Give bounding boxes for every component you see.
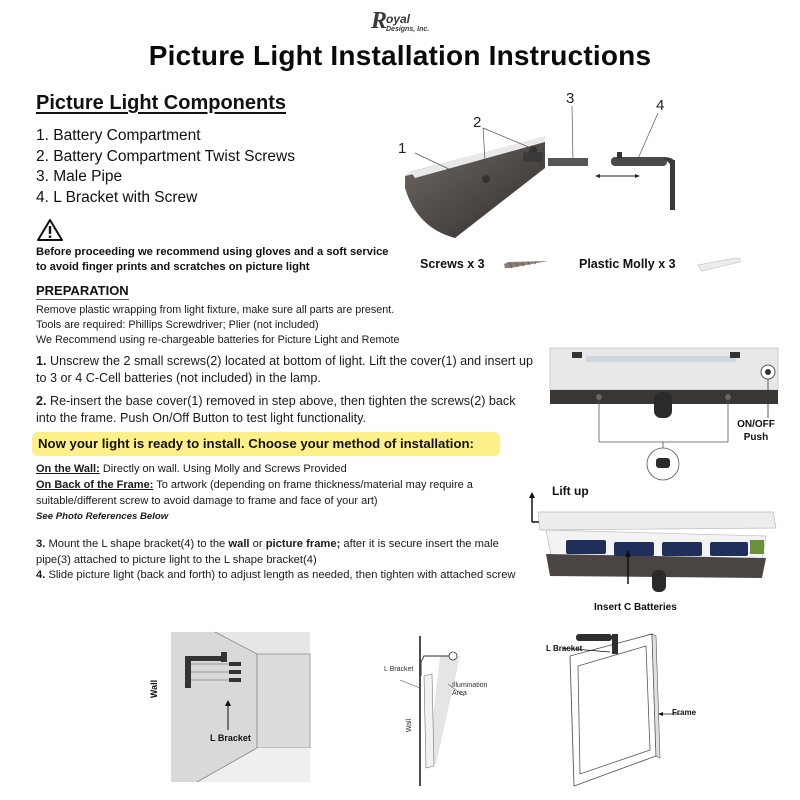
step-2 bbox=[36, 393, 536, 427]
components-heading: Picture Light Components bbox=[36, 92, 286, 114]
l-bracket-label: L Bracket bbox=[210, 733, 251, 743]
battery-photo bbox=[518, 484, 788, 614]
frame-label: Frame bbox=[672, 708, 697, 717]
installation-methods bbox=[36, 461, 516, 525]
logo-sub: Designs, Inc. bbox=[386, 26, 430, 33]
ready-banner: Now your light is ready to install. Choose your method of installation: bbox=[32, 432, 500, 456]
insert-batteries-label: Insert C Batteries bbox=[594, 602, 677, 613]
plastic-molly-icon bbox=[696, 255, 744, 273]
side-wall-label: Wall bbox=[406, 718, 414, 733]
brand-logo bbox=[371, 8, 431, 38]
method-frame: On Back of the Frame: To artwork (depending on frame thickness/material may require a suitable/different screw to avoid damage to frame and face of your art) bbox=[36, 479, 473, 507]
diagram-label-2: 2 bbox=[473, 114, 482, 131]
light-underside-illustration bbox=[548, 346, 788, 486]
preparation-line: Tools are required: Phillips Screwdriver; Plier (not included) bbox=[36, 319, 319, 331]
component-item: 4. L Bracket with Screw bbox=[36, 188, 198, 206]
warning-text: Before proceeding we recommend using gloves and a soft service to avoid finger prints and scratches on picture light bbox=[36, 246, 389, 273]
side-view-diagram bbox=[380, 626, 500, 791]
method-wall: On the Wall: Directly on wall. Using Molly and Screws Provided bbox=[36, 463, 347, 475]
diagram-label-3: 3 bbox=[566, 90, 575, 107]
molly-qty-label: Plastic Molly x 3 bbox=[579, 257, 676, 271]
components-diagram bbox=[395, 88, 695, 248]
preparation-line: Remove plastic wrapping from light fixture, make sure all parts are present. bbox=[36, 304, 395, 316]
side-l-bracket-label: L Bracket bbox=[384, 666, 414, 673]
light-bottom-photo bbox=[548, 346, 788, 486]
illumination-label: Illumination Area bbox=[452, 682, 488, 697]
component-item: 3. Male Pipe bbox=[36, 168, 123, 185]
components-list bbox=[36, 126, 295, 208]
step-text: Unscrew the 2 small screws(2) located at bottom of light. Lift the cover(1) and insert up to 3 or 4 C-Cell batteries (not included) in the lamp. bbox=[36, 354, 533, 385]
wall-label: Wall bbox=[149, 679, 160, 699]
wall-corner-illustration bbox=[155, 626, 335, 791]
on-off-label: ON/OFF Push bbox=[737, 419, 775, 443]
step-3: 3. Mount the L shape bracket(4) to the wall or picture frame; after it is secure insert the male pipe(3) attached to picture light to the L shape bracket(4) bbox=[36, 538, 499, 566]
logo-name: oyal bbox=[386, 12, 411, 26]
battery-compartment-illustration bbox=[518, 484, 788, 594]
step-text: Re-insert the base cover(1) removed in step above, then tighten the screws(2) back into the frame. Push On/Off Button to test light functionality. bbox=[36, 394, 516, 425]
screws-qty-label: Screws x 3 bbox=[420, 257, 485, 271]
steps-3-4 bbox=[36, 537, 516, 584]
diagram-label-1: 1 bbox=[398, 140, 407, 157]
screw-icon bbox=[502, 258, 550, 272]
preparation-heading: PREPARATION bbox=[36, 283, 129, 298]
diagram-label-4: 4 bbox=[656, 97, 665, 114]
photo-reference-note: See Photo References Below bbox=[36, 511, 169, 522]
step-4: 4. Slide picture light (back and forth) to adjust length as needed, then tighten with attached screw bbox=[36, 569, 516, 581]
preparation-line: We Recommend using re-chargeable batteries for Picture Light and Remote bbox=[36, 334, 400, 346]
component-item: 1. Battery Compartment bbox=[36, 127, 201, 144]
side-view-illustration bbox=[380, 626, 500, 791]
component-item: 2. Battery Compartment Twist Screws bbox=[36, 147, 295, 165]
light-exploded-illustration bbox=[395, 88, 695, 248]
warning-triangle-icon bbox=[36, 218, 64, 242]
preparation-body bbox=[36, 303, 399, 348]
frame-mount-diagram bbox=[540, 626, 710, 796]
step-number: 2. bbox=[36, 394, 47, 408]
step-number: 1. bbox=[36, 354, 47, 368]
frame-l-bracket-label: L Bracket bbox=[546, 644, 583, 653]
wall-mount-diagram bbox=[149, 626, 335, 791]
lift-up-label: Lift up bbox=[552, 484, 589, 498]
page-title: Picture Light Installation Instructions bbox=[148, 40, 652, 71]
logo-letter: R bbox=[371, 8, 388, 34]
step-1 bbox=[36, 353, 536, 387]
